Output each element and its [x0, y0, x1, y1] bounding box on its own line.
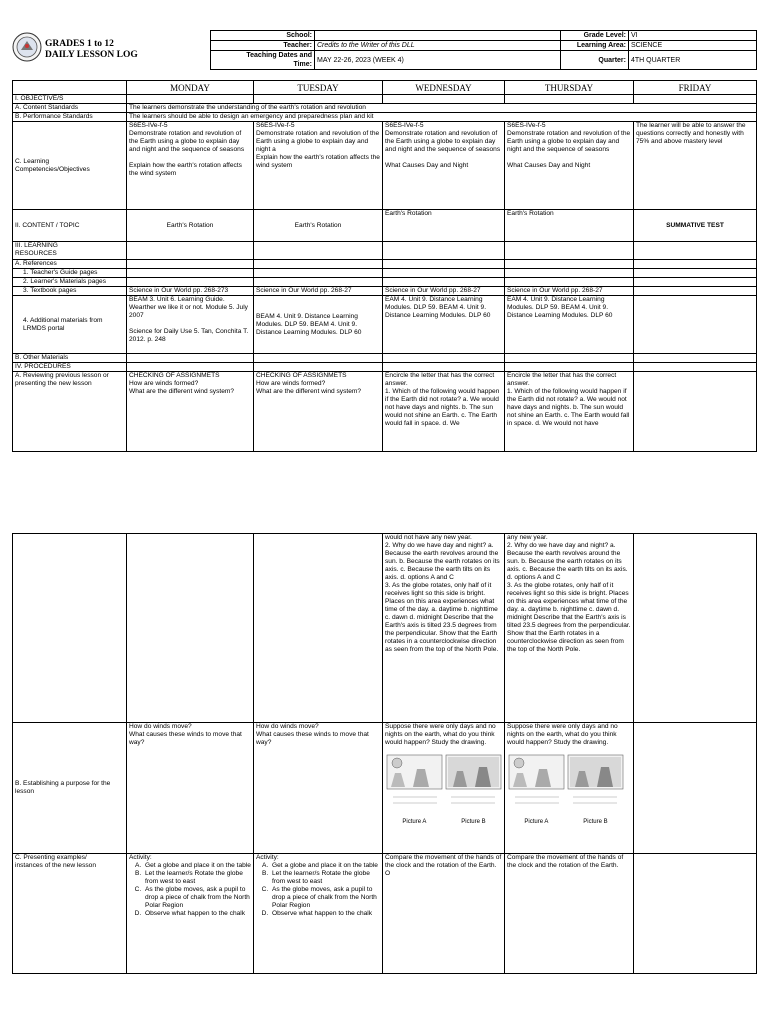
activity-steps-tuesday [256, 862, 380, 918]
caption-picture-a: Picture A [524, 819, 549, 825]
purpose-wednesday-text: Suppose there were only days and no nights on the earth, what do you think would happen? Study the drawing. [385, 723, 496, 746]
tg-pages-label: 1. Teacher's Guide pages [13, 269, 127, 278]
textbook-friday [634, 287, 757, 296]
quarter-value: 4TH QUARTER [629, 51, 757, 70]
continued-tuesday [254, 534, 383, 723]
examples-wednesday: Compare the movement of the hands of the clock and the rotation of the Earth. O [383, 854, 505, 974]
logo-seal [12, 32, 42, 62]
textbook-label: 3. Textbook pages [13, 287, 127, 296]
continued-friday [634, 534, 757, 723]
purpose-thursday [505, 723, 634, 854]
additional-materials-label: 4. Additional materials from LRMDS portal [13, 296, 127, 354]
content-topic-thursday: Earth's Rotation [505, 210, 634, 242]
content-standards-label: A. Content Standards [13, 104, 127, 113]
teacher-label: Teacher: [211, 41, 315, 51]
continued-monday [127, 534, 254, 723]
caption-picture-b: Picture B [461, 819, 486, 825]
dates-value: MAY 22-26, 2023 (WEEK 4) [315, 51, 561, 70]
content-topic-friday: SUMMATIVE TEST [634, 210, 757, 242]
logo-line-2: DAILY LESSON LOG [45, 50, 138, 60]
competencies-friday: The learner will be able to answer the questions correctly and honestly with 75% and above mastery level [634, 122, 757, 210]
content-topic-monday: Earth's Rotation [127, 210, 254, 242]
header-table [210, 30, 757, 70]
purpose-thursday-text: Suppose there were only days and no nights on the earth, what do you think would happen? Study the drawing. [507, 723, 618, 746]
textbook-monday: Science in Our World pp. 268-273 [127, 287, 254, 296]
examples-thursday: Compare the movement of the hands of the clock and the rotation of the Earth. [505, 854, 634, 974]
examples-tuesday [254, 854, 383, 974]
content-topic-label: II. CONTENT / TOPIC [13, 210, 127, 242]
competencies-thursday: S6ES-IVe-f-5 Demonstrate rotation and revolution of the Earth using a globe to explain day and night and the sequence of seasons What Causes Day and Night [505, 122, 634, 210]
continued-thursday: any new year. 2. Why do we have day and night? a. Because the earth revolves around the sun. b. Because the earth rotates on its axis. c. Because the earth tilts on its axis. d. options A and C 3. As the globe rotates, only half of it receives light so this side is bright. Places on this area experiences what time of the day. a. daytime b. nighttime c. dawn d. midnight Describe that the Earth's axis is tilted 23.5 degrees from the perpendicular. Show that the Earth rotates in a counterclockwise direction as seen from the top of the North Pole. [505, 534, 634, 723]
drawing-thursday [507, 753, 631, 826]
additional-tuesday: BEAM 4. Unit 9. Distance Learning Modules. DLP 59. BEAM 4. Unit 9. Distance Learning Modules. DLP 60 [254, 296, 383, 354]
competencies-wednesday: S6ES-IVe-f-5 Demonstrate rotation and revolution of the Earth using a globe to explain day and night and the sequence of seasons What Causes Day and Night [383, 122, 505, 210]
purpose-label: B. Establishing a purpose for the lesson [13, 723, 127, 854]
reviewing-friday [634, 372, 757, 452]
other-materials-label: B. Other Materials [13, 354, 127, 363]
continued-wednesday: would not have any new year. 2. Why do we have day and night? a. Because the earth revolves around the sun. b. Because the earth rotates on its axis. c. Because the earth tilts on its axis. d. options A and C 3. As the globe rotates, only half of it receives light so this side is bright. Places on this area experiences what time of the day. a. daytime b. nighttime c. dawn d. midnight Describe that the Earth's axis is tilted 23.5 degrees from the perpendicular. Show that the Earth rotates in a counterclockwise direction as seen from the top of the North Pole. [383, 534, 505, 723]
school-value [315, 31, 561, 41]
day-header-tuesday: TUESDAY [254, 81, 383, 95]
objectives-label: I. OBJECTIVE/S [13, 95, 127, 104]
activity-step: B. Let the learner/s Rotate the globe from west to east [143, 870, 251, 886]
activity-step: C. As the globe moves, ask a pupil to drop a piece of chalk from the North Polar Region [143, 886, 251, 910]
teacher-value: Credits to the Writer of this DLL [315, 41, 561, 51]
competencies-tuesday: S6ES-IVe-f-5 Demonstrate rotation and revolution of the Earth using a globe to explain day and night a Explain how the earth's rotation affects the wind system [254, 122, 383, 210]
references-label: A. References [13, 260, 127, 269]
activity-label-monday: Activity: [129, 854, 152, 861]
day-header-friday: FRIDAY [634, 81, 757, 95]
textbook-tuesday: Science in Our World pp. 268-27 [254, 287, 383, 296]
activity-step: B. Let the learner/s Rotate the globe from west to east [270, 870, 380, 886]
purpose-monday: How do winds move? What causes these winds to move that way? [127, 723, 254, 854]
activity-step: D. Observe what happen to the chalk [270, 910, 380, 918]
quarter-label: Quarter: [561, 51, 629, 70]
performance-standards-label: B. Performance Standards [13, 113, 127, 122]
additional-thursday: EAM 4. Unit 9. Distance Learning Modules. DLP 59. BEAM 4. Unit 9. Distance Learning Modules. DLP 60 [505, 296, 634, 354]
activity-step: D. Observe what happen to the chalk [143, 910, 251, 918]
examples-monday [127, 854, 254, 974]
additional-wednesday: EAM 4. Unit 9. Distance Learning Modules. DLP 59. BEAM 4. Unit 9. Distance Learning Modules. DLP 60 [383, 296, 505, 354]
procedures-label: IV. PROCEDURES [13, 363, 127, 372]
reviewing-monday: CHECKING OF ASSIGNMETS How are winds formed? What are the different wind system? [127, 372, 254, 452]
activity-step: A. Get a globe and place it on the table [270, 862, 380, 870]
day-header-thursday: THURSDAY [505, 81, 634, 95]
competencies-monday: S6ES-IVe-f-5 Demonstrate rotation and revolution of the Earth using a globe to explain day and night and the sequence of seasons Explain how the earth's rotation affects the wind system [127, 122, 254, 210]
reviewing-thursday: Encircle the letter that has the correct answer. 1. Which of the following would happen if the Earth did not rotate? a. We would not have days and nights. b. The sun would not shine an Earth. c. The Earth would fall in space. d. We would not have [505, 372, 634, 452]
purpose-wednesday [383, 723, 505, 854]
additional-friday [634, 296, 757, 354]
examples-friday [634, 854, 757, 974]
grade-value: VI [629, 31, 757, 41]
content-topic-wednesday: Earth's Rotation [383, 210, 505, 242]
area-value: SCIENCE [629, 41, 757, 51]
lm-pages-label: 2. Learner's Materials pages [13, 278, 127, 287]
dates-label-line-1: Teaching Dates and [246, 52, 312, 59]
dates-label [211, 51, 315, 70]
logo-line-1: GRADES 1 to 12 [45, 39, 114, 49]
purpose-friday [634, 723, 757, 854]
activity-step: A. Get a globe and place it on the table [143, 862, 251, 870]
lesson-log-table [12, 80, 757, 452]
content-standards-value: The learners demonstrate the understanding of the earth's rotation and revolution [127, 104, 757, 113]
learning-resources-label: III. LEARNING RESOURCES [13, 242, 127, 260]
performance-standards-value: The learners should be able to design an emergency and preparedness plan and kit [127, 113, 757, 122]
competencies-label: C. Learning Competencies/Objectives [13, 122, 127, 210]
reviewing-wednesday: Encircle the letter that has the correct answer. 1. Which of the following would happen if the Earth did not rotate? a. We would not have days and nights. b. The sun would not shine an Earth. c. The Earth would fall in space. d. We [383, 372, 505, 452]
dates-label-line-2: Time: [293, 61, 312, 68]
examples-label: C. Presenting examples/ instances of the new lesson [13, 854, 127, 974]
textbook-wednesday: Science in Our World pp. 268-27 [383, 287, 505, 296]
activity-steps-monday [129, 862, 251, 918]
textbook-thursday: Science in Our World pp. 268-27 [505, 287, 634, 296]
area-label: Learning Area: [561, 41, 629, 51]
day-header-monday: MONDAY [127, 81, 254, 95]
day-header-wednesday: WEDNESDAY [383, 81, 505, 95]
purpose-tuesday: How do winds move? What causes these winds to move that way? [254, 723, 383, 854]
caption-picture-b: Picture B [583, 819, 608, 825]
reviewing-label: A. Reviewing previous lesson or presenting the new lesson [13, 372, 127, 452]
lesson-log-table-continued [12, 533, 757, 974]
school-label: School: [211, 31, 315, 41]
caption-picture-a: Picture A [402, 819, 427, 825]
drawing-wednesday [385, 753, 502, 826]
logo-title [45, 39, 138, 61]
reviewing-tuesday: CHECKING OF ASSIGNMETS How are winds formed? What are the different wind system? [254, 372, 383, 452]
corner-cell [13, 81, 127, 95]
activity-label-tuesday: Activity: [256, 854, 279, 861]
grade-label: Grade Level: [561, 31, 629, 41]
content-topic-tuesday: Earth's Rotation [254, 210, 383, 242]
additional-monday: BEAM 3. Unit 6. Learning Guide. Wearther we like it or not. Module 5. July 2007 Science for Daily Use 5. Tan, Conchita T. 2012. p. 248 [127, 296, 254, 354]
activity-step: C. As the globe moves, ask a pupil to drop a piece of chalk from the North Polar Region [270, 886, 380, 910]
